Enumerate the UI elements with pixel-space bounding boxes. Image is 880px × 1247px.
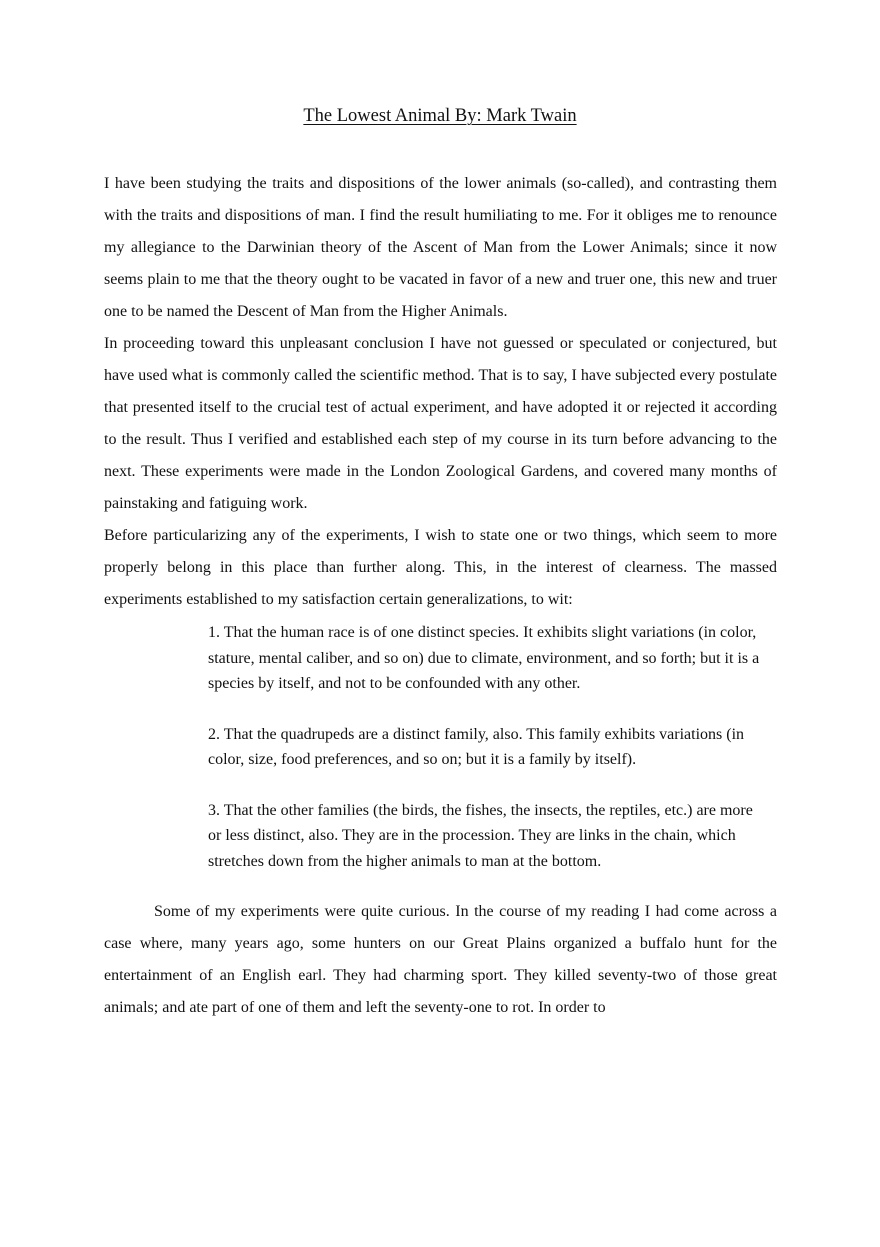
generalizations-list [208, 620, 768, 874]
paragraph-generalizations: Before particularizing any of the experiments, I wish to state one or two things, which seem to more properly belong in this place than further along. This, in the interest of clearness. The massed experiments established to my satisfaction certain generalizations, to wit: [104, 527, 777, 608]
document-title [0, 104, 880, 128]
list-item: 3. That the other families (the birds, the fishes, the insects, the reptiles, etc.) are more or less distinct, also. They are in the procession. They are links in the chain, which stretches down from the higher animals to man at the bottom. [208, 801, 753, 870]
document-body [104, 168, 777, 1024]
paragraph-intro: I have been studying the traits and dispositions of the lower animals (so-called), and contrasting them with the traits and dispositions of man. I find the result humiliating to me. For it obliges me to renounce my allegiance to the Darwinian theory of the Ascent of Man from the Lower Animals; since it now seems plain to me that the theory ought to be vacated in favor of a new and truer one, this new and truer one to be named the Descent of Man from the Higher Animals. [104, 175, 777, 320]
paragraph-method: In proceeding toward this unpleasant conclusion I have not guessed or speculated or conjectured, but have used what is commonly called the scientific method. That is to say, I have subjected every postulate that presented itself to the crucial test of actual experiment, and have adopted it or rejected it according to the result. Thus I verified and established each step of my course in its turn before advancing to the next. These experiments were made in the London Zoological Gardens, and covered many months of painstaking and fatiguing work. [104, 335, 777, 512]
document-title-text: The Lowest Animal By: Mark Twain [303, 106, 577, 126]
list-item: 2. That the quadrupeds are a distinct family, also. This family exhibits variations (in color, size, food preferences, and so on; but it is a family by itself). [208, 725, 745, 768]
list-item: 1. That the human race is of one distinct species. It exhibits slight variations (in color, stature, mental caliber, and so on) due to climate, environment, and so forth; but it is a species by itself, and not to be confounded with any other. [208, 624, 760, 692]
paragraph-experiments: Some of my experiments were quite curious. In the course of my reading I had come across a case where, many years ago, some hunters on our Great Plains organized a buffalo hunt for the entertainment of an English earl. They had charming sport. They killed seventy-two of those great animals; and ate part of one of them and left the seventy-one to rot. In order to [104, 903, 777, 1016]
